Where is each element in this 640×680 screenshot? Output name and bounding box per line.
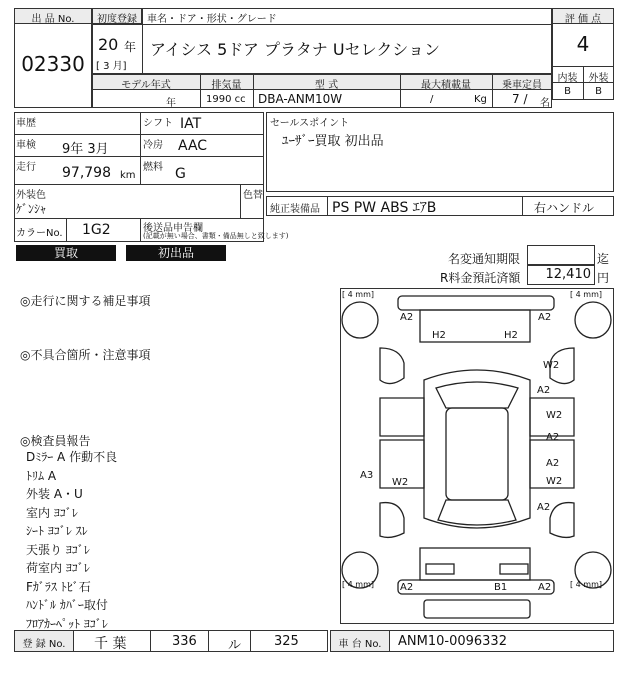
color-change-label: 色替	[243, 190, 263, 201]
report-line: Fｶﾞﾗｽ ﾄﾋﾞ石	[26, 579, 91, 594]
car-name: アイシス 5ドア プラタナ Uセレクション	[150, 40, 440, 59]
mark-rear-b1: B1	[494, 582, 508, 593]
report-line: ﾌﾛｱｶｰﾍﾟｯﾄ ﾖｺﾞﾚ	[26, 616, 108, 631]
type-label: 型 式	[314, 80, 339, 91]
mileage-unit: km	[120, 170, 136, 181]
mark-rear-right: A2	[538, 582, 552, 593]
reg-area: 千 葉	[94, 636, 127, 652]
recycle-value: 12,410	[545, 267, 591, 282]
sales-point-value: ﾕｰｻﾞｰ買取 初出品	[282, 134, 384, 149]
chassis-label: 車 台 No.	[338, 639, 382, 650]
mark-left-w2: W2	[392, 477, 409, 488]
mark-rear-left: A2	[400, 582, 414, 593]
post-doc-note: (記載が無い場合、書類・備品無しと致します)	[143, 232, 289, 240]
displacement-label: 排気量	[211, 80, 242, 91]
report-line: 外装 A・U	[26, 487, 83, 501]
report-line: 天張り ﾖｺﾞﾚ	[26, 542, 90, 557]
fuel-value: G	[175, 166, 186, 182]
name-change-box	[527, 245, 595, 265]
grade-label: 評 価 点	[564, 14, 602, 25]
first-reg-year-unit: 年	[124, 40, 137, 54]
report-line: ﾄﾘﾑ A	[26, 468, 57, 483]
tire-depth-rear-right: [ 4 mm]	[570, 580, 603, 589]
capacity-value: 7 /	[512, 92, 528, 106]
interior-label: 内装	[557, 73, 578, 84]
mark-front-left: A2	[400, 312, 414, 323]
fuel-label: 燃料	[143, 162, 163, 173]
name-change-label: 名変通知期限	[448, 252, 521, 266]
ext-color-value: ｹﾞﾝｼｬ	[16, 202, 47, 216]
defect-notes-label: ◎不具合箇所・注意事項	[20, 348, 151, 362]
reg-number: 325	[274, 634, 299, 649]
mark-right-6: W2	[546, 476, 563, 487]
recycle-unit: 円	[597, 271, 610, 285]
ac-value: AAC	[178, 138, 208, 154]
inspection-value: 9年 3月	[62, 142, 109, 157]
type-value: DBA-ANM10W	[258, 92, 343, 106]
report-line: ﾊﾝﾄﾞﾙ ｶﾊﾞｰ取付	[26, 598, 108, 612]
first-reg-month: [ 3 月]	[96, 61, 127, 72]
loadcap-value: /	[430, 94, 434, 105]
grade-value: 4	[576, 32, 590, 56]
tag-first-listing: 初出品	[126, 245, 226, 261]
reg-kana: ル	[228, 638, 242, 653]
mark-left-a3: A3	[360, 470, 374, 481]
exterior-value: B	[595, 86, 602, 97]
ac-label: 冷房	[143, 140, 163, 151]
equipment-value: PS PW ABS ｴｱB	[332, 200, 437, 216]
inspector-report-label: ◎検査員報告	[20, 434, 91, 448]
mileage-value: 97,798	[62, 165, 111, 181]
reg-label: 登 録 No.	[22, 639, 66, 650]
mark-right-7: A2	[537, 502, 551, 513]
mark-right-1: W2	[543, 360, 560, 371]
history-label: 車歴	[16, 118, 36, 129]
mark-right-5: A2	[546, 458, 560, 469]
reg-class: 336	[172, 634, 197, 649]
shift-value: IAT	[180, 116, 202, 132]
first-reg-year: 20	[98, 35, 119, 54]
capacity-unit: 名	[540, 98, 550, 109]
tire-depth-rear-left: [ 4 mm]	[342, 580, 375, 589]
report-line: Dﾐﾗｰ A 作動不良	[26, 450, 118, 464]
post-doc-label: 後送品申告欄	[143, 223, 203, 234]
model-header: 車名・ドア・形状・グレード	[147, 14, 277, 25]
recycle-label: R料金預託済額	[440, 271, 521, 285]
report-line: 荷室内 ﾖｺﾞﾚ	[26, 561, 90, 575]
mark-front-right: A2	[538, 312, 552, 323]
displacement-value: 1990 cc	[206, 94, 246, 105]
tire-depth-front-left: [ 4 mm]	[342, 290, 375, 299]
tag-kaitori: 買取	[16, 245, 116, 261]
sales-point-label: セールスポイント	[270, 118, 350, 129]
name-change-unit: 迄	[597, 252, 610, 266]
inspection-label: 車検	[16, 140, 36, 151]
mark-h2-right: H2	[504, 330, 518, 341]
model-year-unit: 年	[166, 98, 176, 109]
mark-h2-left: H2	[432, 330, 446, 341]
color-no-label: カラーNo.	[16, 228, 63, 239]
shift-label: シフト	[143, 118, 173, 129]
lot-label: 出 品 No.	[31, 14, 75, 25]
capacity-label: 乗車定員	[502, 80, 542, 91]
loadcap-label: 最大積載量	[421, 80, 471, 91]
color-no-value: 1G2	[82, 222, 111, 238]
details-box	[14, 112, 264, 242]
mark-right-4: A2	[546, 432, 560, 443]
mark-right-2: A2	[537, 385, 551, 396]
ext-color-label: 外装色	[16, 190, 46, 201]
report-line: ｼｰﾄ ﾖｺﾞﾚ ｽﾚ	[26, 524, 88, 538]
report-line: 室内 ﾖｺﾞﾚ	[26, 505, 78, 520]
chassis-number: ANM10-0096332	[398, 634, 507, 649]
mark-right-3: W2	[546, 410, 563, 421]
first-reg-label: 初度登録	[97, 14, 137, 25]
equipment-label: 純正装備品	[270, 204, 320, 215]
loadcap-unit: Kg	[474, 94, 487, 105]
steering-value: 右ハンドル	[534, 201, 595, 215]
driving-notes-label: ◎走行に関する補足事項	[20, 294, 151, 308]
lot-number: 02330	[21, 52, 85, 76]
model-year-label: モデル年式	[121, 80, 171, 91]
tire-depth-front-right: [ 4 mm]	[570, 290, 603, 299]
interior-value: B	[564, 86, 571, 97]
mileage-label: 走行	[16, 162, 36, 173]
car-outline	[340, 288, 614, 624]
exterior-label: 外装	[588, 73, 609, 84]
